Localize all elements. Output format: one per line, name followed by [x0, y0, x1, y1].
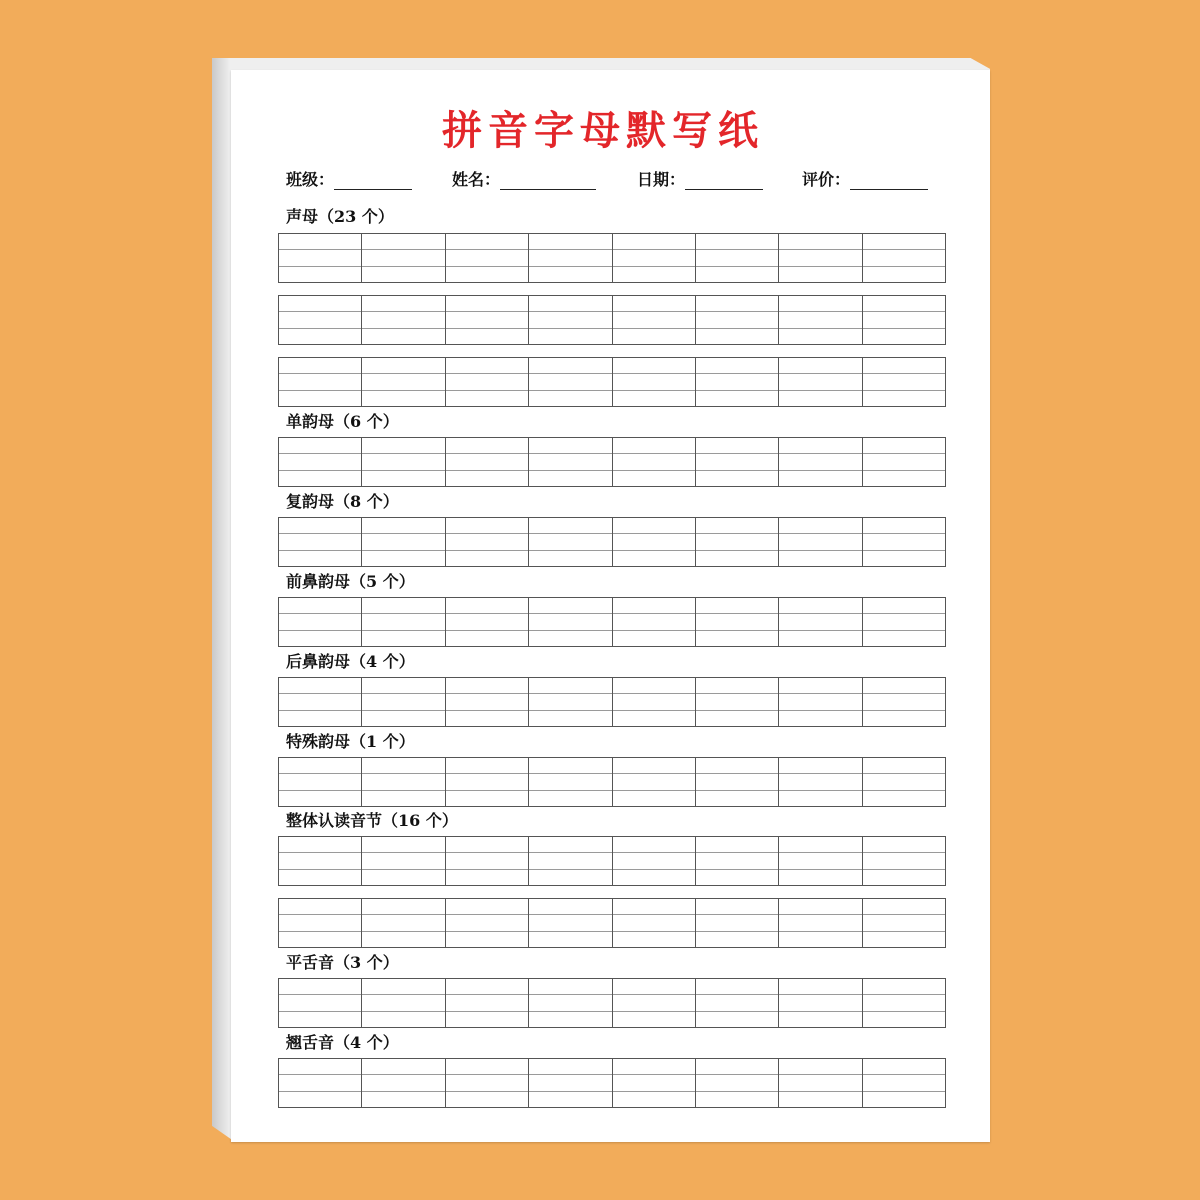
writing-cell[interactable] — [279, 598, 362, 646]
writing-cell[interactable] — [863, 234, 945, 282]
writing-cell[interactable] — [863, 899, 945, 947]
writing-row[interactable] — [278, 978, 946, 1028]
writing-cell[interactable] — [279, 358, 362, 406]
writing-row[interactable] — [278, 836, 946, 886]
date-blank[interactable] — [685, 171, 763, 190]
section-label-qiaosheyin: 翘舌音（4 个） — [286, 1033, 399, 1052]
section-label-zhengtirendu: 整体认读音节（16 个） — [286, 811, 458, 830]
writing-cell[interactable] — [613, 518, 696, 566]
writing-cell[interactable] — [529, 438, 612, 486]
writing-cell[interactable] — [446, 598, 529, 646]
date-field — [637, 166, 763, 190]
writing-cell[interactable] — [362, 296, 445, 344]
writing-cell[interactable] — [279, 899, 362, 947]
writing-cell[interactable] — [696, 837, 779, 885]
worksheet-title: 拼音字母默写纸 — [442, 107, 764, 154]
writing-cell[interactable] — [446, 837, 529, 885]
writing-cell[interactable] — [613, 1059, 696, 1107]
writing-cell[interactable] — [362, 979, 445, 1027]
writing-cell[interactable] — [696, 1059, 779, 1107]
writing-cell[interactable] — [362, 438, 445, 486]
writing-cell[interactable] — [863, 1059, 945, 1107]
writing-cell[interactable] — [446, 758, 529, 806]
writing-cell[interactable] — [613, 837, 696, 885]
writing-cell[interactable] — [696, 758, 779, 806]
score-label: 评价： — [802, 170, 851, 189]
score-field — [802, 166, 928, 190]
writing-cell[interactable] — [529, 234, 612, 282]
writing-cell[interactable] — [613, 979, 696, 1027]
section-label-houbiyunmu: 后鼻韵母（4 个） — [286, 652, 415, 671]
section-label-fuyunmu: 复韵母（8 个） — [286, 492, 399, 511]
writing-cell[interactable] — [446, 678, 529, 726]
writing-cell[interactable] — [529, 979, 612, 1027]
writing-cell[interactable] — [696, 438, 779, 486]
section-label-shengmu: 声母（23 个） — [286, 207, 394, 226]
writing-cell[interactable] — [863, 598, 945, 646]
writing-cell[interactable] — [279, 1059, 362, 1107]
writing-cell[interactable] — [779, 1059, 862, 1107]
writing-cell[interactable] — [779, 438, 862, 486]
writing-row[interactable] — [278, 1058, 946, 1108]
writing-cell[interactable] — [696, 234, 779, 282]
writing-cell[interactable] — [529, 678, 612, 726]
writing-row[interactable] — [278, 437, 946, 487]
writing-cell[interactable] — [446, 899, 529, 947]
writing-cell[interactable] — [529, 758, 612, 806]
writing-cell[interactable] — [446, 979, 529, 1027]
writing-cell[interactable] — [779, 296, 862, 344]
writing-cell[interactable] — [613, 899, 696, 947]
writing-cell[interactable] — [529, 358, 612, 406]
writing-cell[interactable] — [279, 296, 362, 344]
section-label-pingsheyin: 平舌音（3 个） — [286, 953, 399, 972]
writing-cell[interactable] — [362, 678, 445, 726]
writing-cell[interactable] — [529, 518, 612, 566]
writing-cell[interactable] — [362, 598, 445, 646]
section-label-teshuyunmu: 特殊韵母（1 个） — [286, 732, 415, 751]
writing-cell[interactable] — [863, 296, 945, 344]
writing-cell[interactable] — [779, 837, 862, 885]
writing-cell[interactable] — [696, 296, 779, 344]
writing-cell[interactable] — [362, 758, 445, 806]
writing-cell[interactable] — [446, 358, 529, 406]
writing-row[interactable] — [278, 357, 946, 407]
writing-cell[interactable] — [529, 1059, 612, 1107]
class-label: 班级： — [286, 170, 335, 189]
writing-cell[interactable] — [779, 518, 862, 566]
writing-cell[interactable] — [696, 518, 779, 566]
writing-cell[interactable] — [863, 518, 945, 566]
writing-cell[interactable] — [696, 358, 779, 406]
writing-cell[interactable] — [362, 358, 445, 406]
writing-cell[interactable] — [279, 518, 362, 566]
writing-cell[interactable] — [779, 758, 862, 806]
writing-row[interactable] — [278, 517, 946, 567]
writing-cell[interactable] — [279, 438, 362, 486]
writing-row[interactable] — [278, 677, 946, 727]
writing-cell[interactable] — [529, 598, 612, 646]
writing-cell[interactable] — [696, 598, 779, 646]
writing-cell[interactable] — [613, 296, 696, 344]
writing-cell[interactable] — [279, 678, 362, 726]
score-blank[interactable] — [850, 171, 928, 190]
writing-cell[interactable] — [446, 1059, 529, 1107]
writing-cell[interactable] — [446, 518, 529, 566]
writing-cell[interactable] — [362, 234, 445, 282]
writing-cell[interactable] — [613, 678, 696, 726]
writing-cell[interactable] — [613, 758, 696, 806]
writing-cell[interactable] — [779, 598, 862, 646]
class-field — [286, 166, 412, 190]
writing-cell[interactable] — [613, 598, 696, 646]
class-blank[interactable] — [334, 171, 412, 190]
section-label-danyunmu: 单韵母（6 个） — [286, 412, 399, 431]
writing-cell[interactable] — [779, 979, 862, 1027]
writing-cell[interactable] — [863, 358, 945, 406]
writing-cell[interactable] — [362, 837, 445, 885]
writing-cell[interactable] — [529, 899, 612, 947]
writing-cell[interactable] — [696, 899, 779, 947]
writing-cell[interactable] — [779, 678, 862, 726]
writing-cell[interactable] — [863, 438, 945, 486]
writing-cell[interactable] — [779, 899, 862, 947]
writing-row[interactable] — [278, 295, 946, 345]
writing-cell[interactable] — [279, 758, 362, 806]
writing-cell[interactable] — [613, 234, 696, 282]
writing-row[interactable] — [278, 597, 946, 647]
writing-cell[interactable] — [529, 837, 612, 885]
writing-row[interactable] — [278, 757, 946, 807]
writing-cell[interactable] — [529, 296, 612, 344]
writing-cell[interactable] — [779, 234, 862, 282]
section-label-qianbiyunmu: 前鼻韵母（5 个） — [286, 572, 415, 591]
name-blank[interactable] — [500, 171, 596, 190]
writing-cell[interactable] — [362, 899, 445, 947]
writing-cell[interactable] — [446, 234, 529, 282]
writing-cell[interactable] — [863, 979, 945, 1027]
writing-cell[interactable] — [362, 1059, 445, 1107]
writing-cell[interactable] — [613, 358, 696, 406]
writing-cell[interactable] — [863, 678, 945, 726]
writing-cell[interactable] — [863, 837, 945, 885]
writing-cell[interactable] — [446, 438, 529, 486]
name-label: 姓名： — [452, 170, 501, 189]
writing-cell[interactable] — [779, 358, 862, 406]
writing-cell[interactable] — [863, 758, 945, 806]
writing-cell[interactable] — [696, 678, 779, 726]
writing-cell[interactable] — [362, 518, 445, 566]
date-label: 日期： — [637, 170, 686, 189]
writing-cell[interactable] — [446, 296, 529, 344]
name-field — [452, 166, 596, 190]
writing-cell[interactable] — [279, 234, 362, 282]
writing-row[interactable] — [278, 898, 946, 948]
writing-cell[interactable] — [279, 979, 362, 1027]
writing-row[interactable] — [278, 233, 946, 283]
writing-cell[interactable] — [613, 438, 696, 486]
writing-cell[interactable] — [279, 837, 362, 885]
writing-cell[interactable] — [696, 979, 779, 1027]
